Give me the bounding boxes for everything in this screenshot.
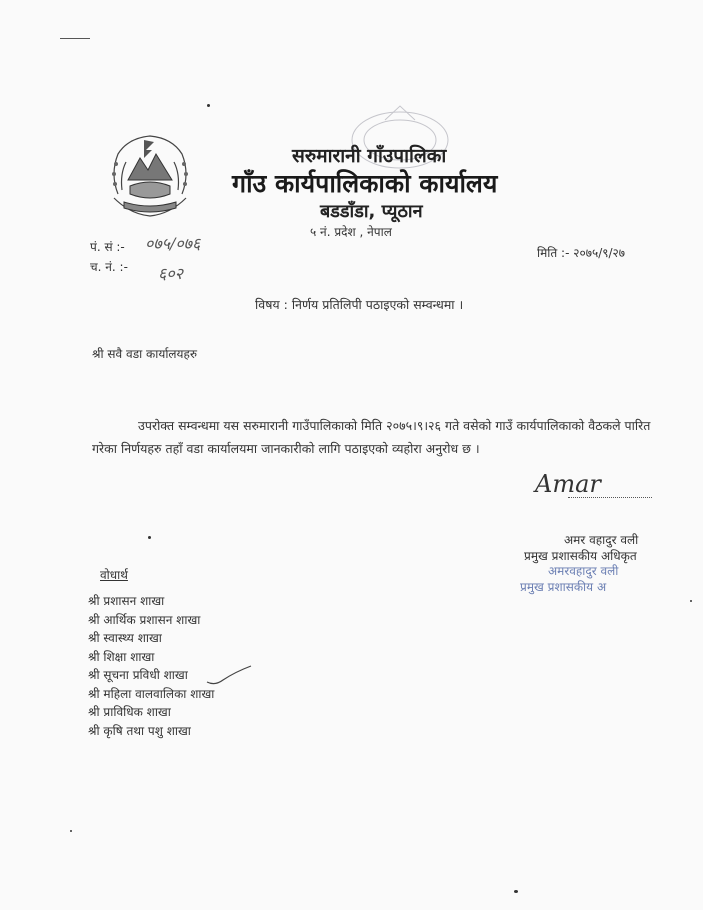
province-line: ५ नं. प्रदेश , नेपाल [310, 225, 392, 239]
cc-item: श्री कृषि तथा पशु शाखा [88, 723, 191, 738]
cc-item: श्री आर्थिक प्रशासन शाखा [88, 612, 201, 627]
date-value: २०७५/९/२७ [573, 246, 626, 260]
date-label: मिति :- [537, 246, 570, 260]
signature-dotted-line [568, 497, 652, 498]
scan-mark [60, 38, 90, 39]
subject-line: विषय : निर्णय प्रतिलिपी पठाइएको सम्वन्धमा । [255, 297, 464, 312]
scan-dot [148, 536, 151, 539]
cc-item: श्री महिला वालवालिका शाखा [88, 686, 215, 701]
patra-sankhya-label: पं. सं :- [90, 240, 125, 254]
body-text: उपरोक्त सम्वन्धमा यस सरुमारानी गाउँपालिकाको मिति २०७५।९।२६ गते वसेको गाउँ कार्यपालिकाको वैठकले पारित गरेका निर्णयहरु तहाँ वडा कार्यालयमा जानकारीको लागि पठाइएको व्यहोरा अनुरोध छ । [92, 418, 651, 456]
scan-dot [514, 890, 518, 893]
seal-designation: प्रमुख प्रशासकीय अ [520, 580, 607, 594]
date-line [537, 244, 625, 261]
cc-item: श्री शिक्षा शाखा [88, 649, 155, 664]
patra-sankhya-value: ०७५/०७६ [145, 234, 201, 253]
cc-heading: वोधार्थ [100, 568, 128, 582]
office-name: गाँउ कार्यपालिकाको कार्यालय [232, 169, 498, 198]
seal-name: अमरवहादुर वली [548, 564, 619, 578]
municipality-name: सरुमारानी गाँउपालिका [292, 145, 447, 167]
scan-dot [70, 830, 72, 832]
signatory-designation: प्रमुख प्रशासकीय अधिकृत [524, 549, 637, 563]
cc-item: श्री स्वास्थ्य शाखा [88, 631, 162, 645]
scan-dot [690, 600, 692, 602]
chalani-number-label: च. नं. :- [90, 260, 128, 274]
addressee: श्री सवै वडा कार्यालयहरु [92, 347, 198, 361]
signature: Amar [535, 470, 601, 498]
scan-dot [207, 104, 210, 107]
nepal-emblem-icon [100, 124, 200, 224]
signatory-name: अमर वहादुर वली [564, 533, 639, 547]
tick-mark-icon [205, 664, 255, 688]
cc-item: श्री प्रशासन शाखा [88, 594, 165, 608]
body-paragraph [92, 414, 664, 460]
cc-list [88, 592, 214, 740]
office-location: बडडाँडा, प्यूठान [320, 201, 423, 222]
cc-item: श्री प्राविधिक शाखा [88, 705, 171, 719]
cc-item: श्री सूचना प्रविधी शाखा [88, 668, 188, 682]
chalani-number-value: ६०२ [158, 264, 183, 283]
